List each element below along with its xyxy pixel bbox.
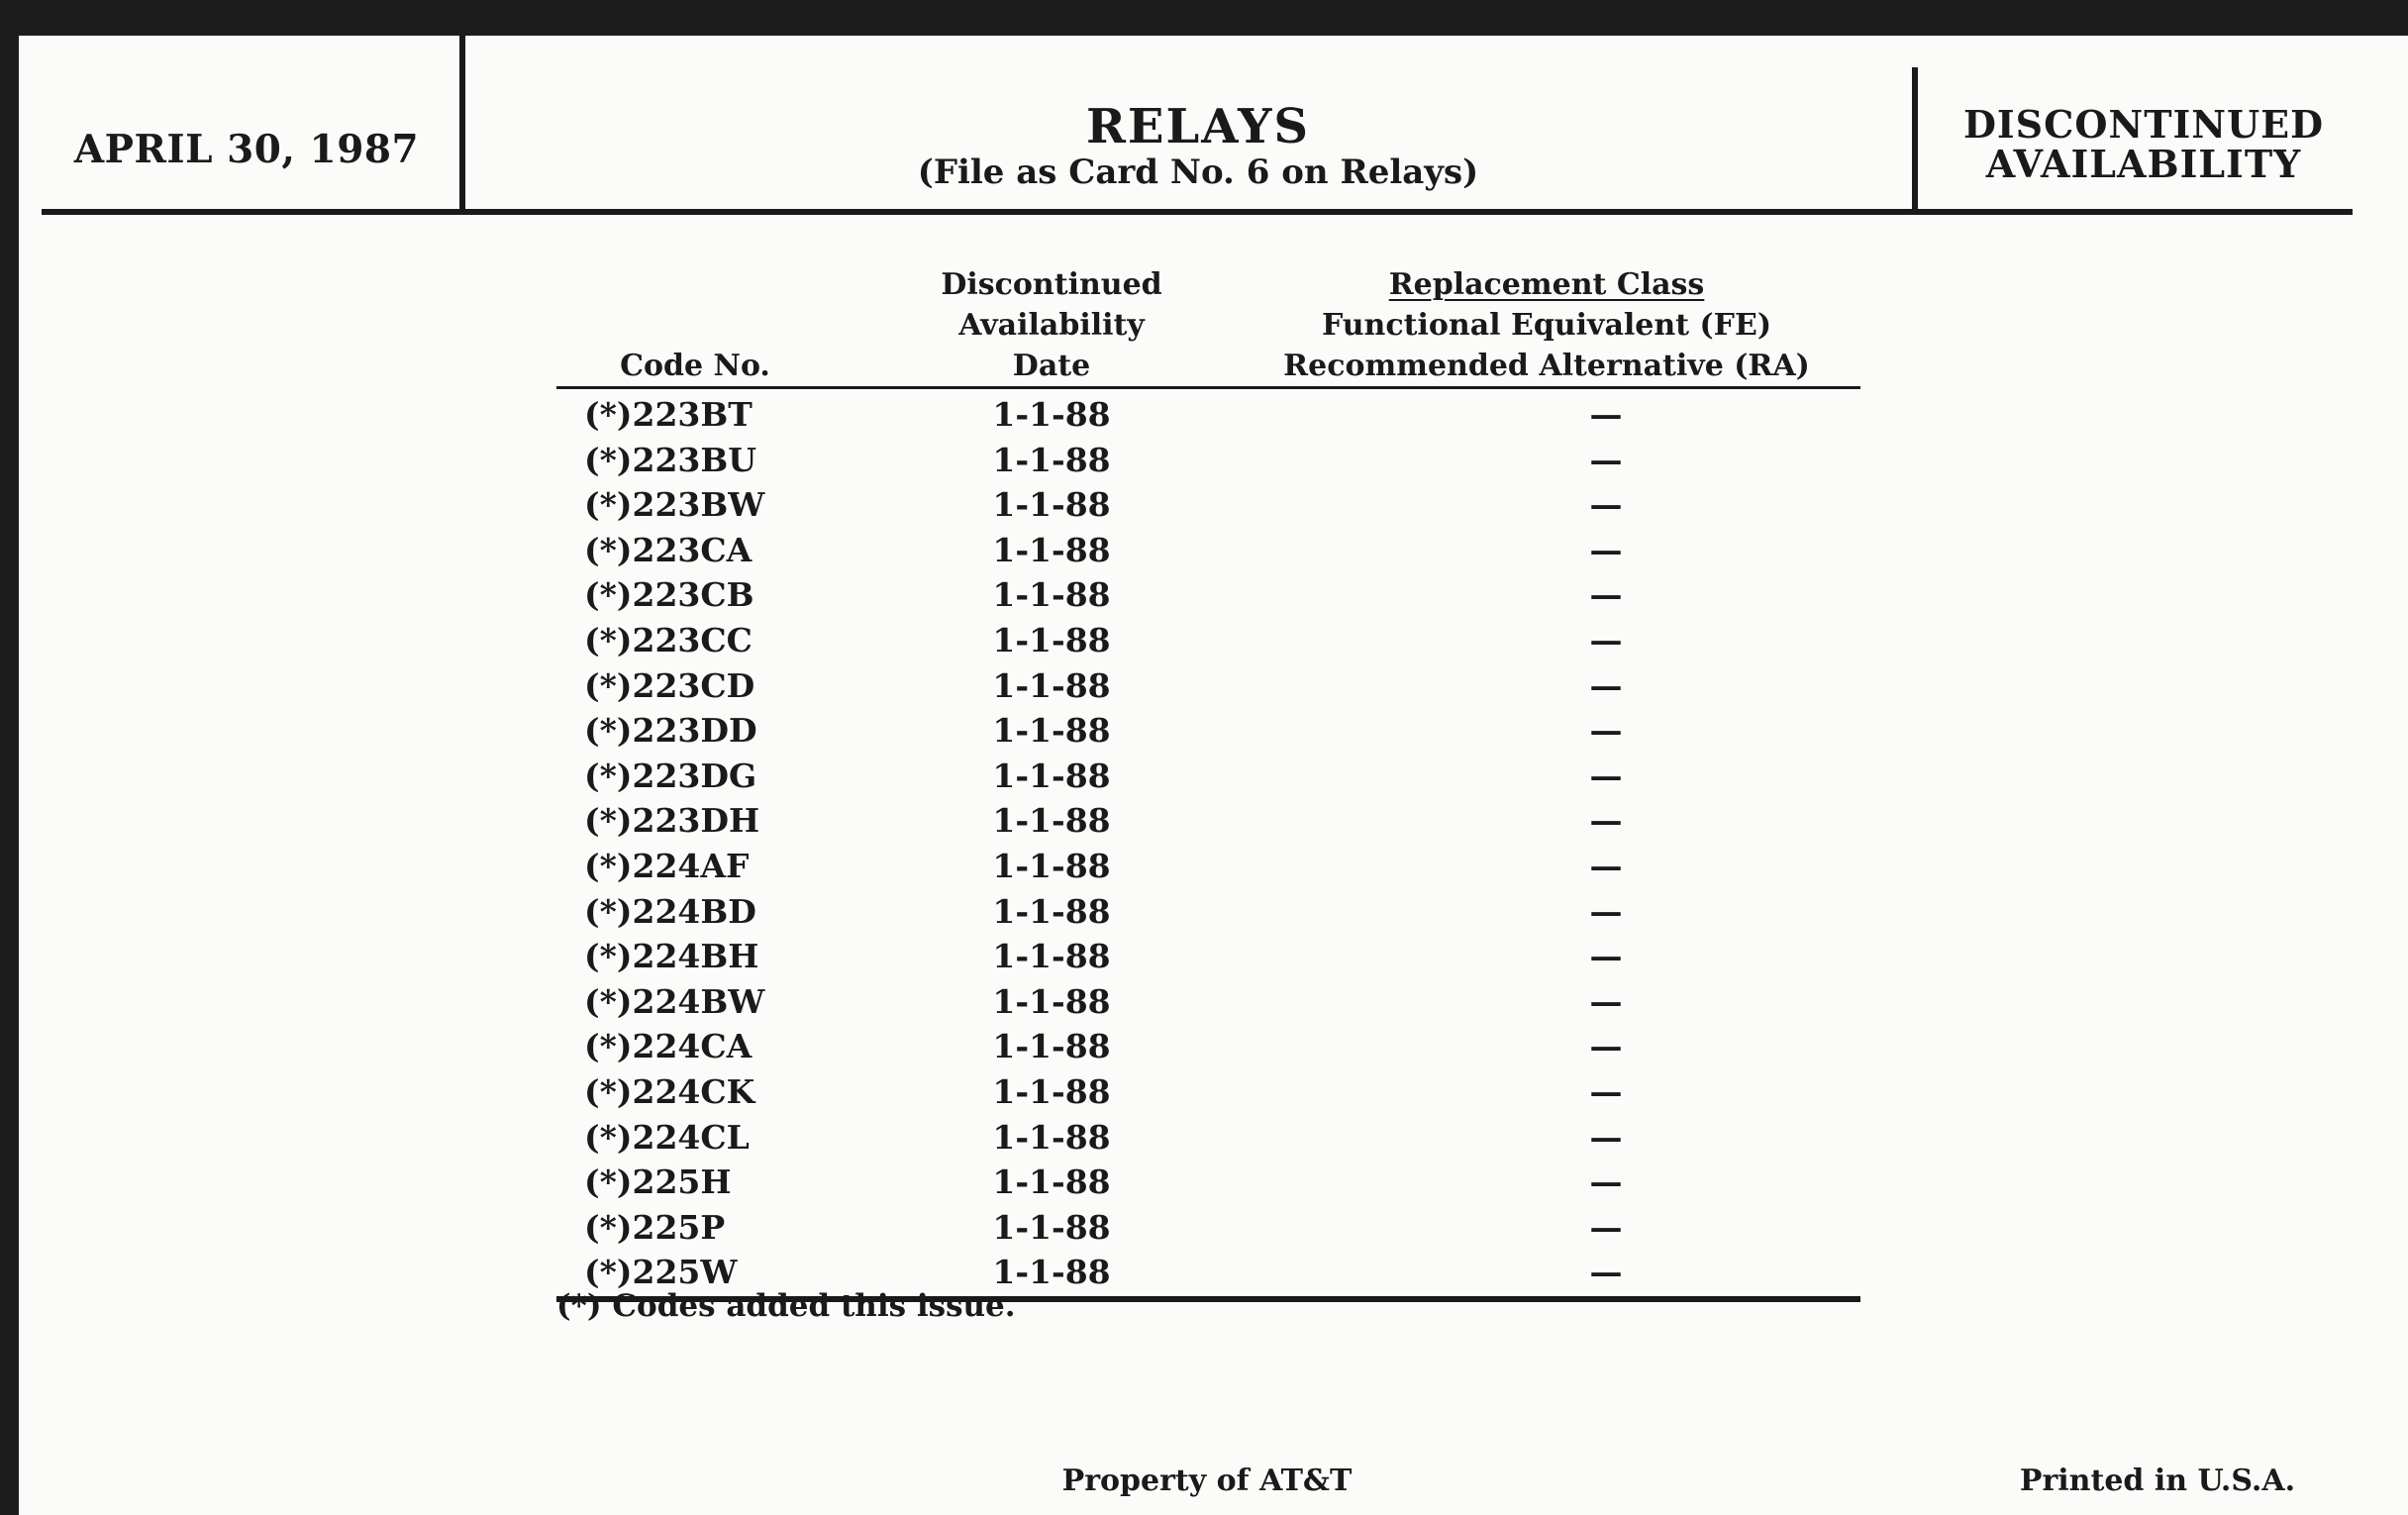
- replacement-cell: —: [1589, 665, 1623, 705]
- column-header-replacement-line-3: Recommended Alternative (RA): [1283, 349, 1810, 383]
- document-page: [19, 36, 2408, 1515]
- column-header-date-line-1: Discontinued: [941, 267, 1162, 302]
- code-cell: (*)223DG: [584, 756, 757, 795]
- replacement-cell: —: [1589, 1253, 1623, 1292]
- replacement-cell: —: [1589, 846, 1623, 885]
- date-cell: 1-1-88: [992, 756, 1111, 795]
- table-row: [556, 392, 1860, 438]
- code-cell: (*)223CA: [584, 530, 752, 569]
- column-header-code: Code No.: [620, 349, 770, 383]
- table-row: [556, 889, 1860, 935]
- table-row: [556, 1024, 1860, 1069]
- column-header-date-line-2: Availability: [958, 308, 1145, 343]
- table-row: [556, 572, 1860, 618]
- replacement-cell: —: [1589, 575, 1623, 615]
- replacement-cell: —: [1589, 1162, 1623, 1202]
- table-row: [556, 618, 1860, 663]
- replacement-cell: —: [1589, 937, 1623, 976]
- date-cell: 1-1-88: [992, 891, 1111, 931]
- code-cell: (*)223CB: [584, 575, 754, 615]
- footer-printed: Printed in U.S.A.: [2019, 1464, 2296, 1498]
- code-cell: (*)224BH: [584, 937, 759, 976]
- replacement-cell: —: [1589, 1071, 1623, 1111]
- code-cell: (*)224BD: [584, 891, 756, 931]
- column-header-date: [873, 264, 1230, 386]
- issue-date: APRIL 30, 1987: [73, 127, 420, 172]
- replacement-cell: —: [1589, 395, 1623, 434]
- code-cell: (*)224AF: [584, 846, 750, 885]
- replacement-cell: —: [1589, 530, 1623, 569]
- table-row: [556, 1115, 1860, 1161]
- date-cell: 1-1-88: [992, 711, 1111, 751]
- column-header-replacement: [1240, 264, 1854, 386]
- date-cell: 1-1-88: [992, 1253, 1111, 1292]
- date-cell: 1-1-88: [992, 665, 1111, 705]
- code-cell: (*)225H: [584, 1162, 732, 1202]
- header-divider-left: [459, 36, 465, 215]
- code-cell: (*)223BU: [584, 440, 757, 479]
- table-row: [556, 1160, 1860, 1205]
- table-row: [556, 708, 1860, 754]
- table-row: [556, 528, 1860, 573]
- table-row: [556, 482, 1860, 528]
- replacement-cell: —: [1589, 801, 1623, 841]
- page-title: RELAYS: [1085, 99, 1310, 154]
- replacement-cell: —: [1589, 485, 1623, 525]
- date-cell: 1-1-88: [992, 1071, 1111, 1111]
- footer-property: Property of AT&T: [1061, 1464, 1353, 1498]
- replacement-cell: —: [1589, 711, 1623, 751]
- date-cell: 1-1-88: [992, 440, 1111, 479]
- code-cell: (*)223DH: [584, 801, 760, 841]
- table-row: [556, 1069, 1860, 1115]
- code-cell: (*)225P: [584, 1207, 726, 1247]
- replacement-cell: —: [1589, 1207, 1623, 1247]
- header-title-block: [466, 101, 1930, 192]
- header-rule: [42, 209, 2353, 215]
- code-cell: (*)223BW: [584, 485, 765, 525]
- date-cell: 1-1-88: [992, 937, 1111, 976]
- status-line-2: AVAILABILITY: [1985, 142, 2302, 186]
- replacement-class-label: Replacement Class: [1388, 267, 1705, 302]
- table-row: [556, 754, 1860, 799]
- date-cell: 1-1-88: [992, 530, 1111, 569]
- column-header-replacement-line-1: [1240, 264, 1854, 305]
- code-cell: (*)225W: [584, 1253, 738, 1292]
- code-cell: (*)224CK: [584, 1071, 755, 1111]
- date-cell: 1-1-88: [992, 1207, 1111, 1247]
- replacement-cell: —: [1589, 756, 1623, 795]
- replacement-cell: —: [1589, 891, 1623, 931]
- code-cell: (*)223BT: [584, 395, 752, 434]
- replacement-cell: —: [1589, 1117, 1623, 1157]
- status-line-1: DISCONTINUED: [1962, 102, 2325, 147]
- code-cell: (*)223CC: [584, 620, 752, 659]
- date-cell: 1-1-88: [992, 1117, 1111, 1157]
- table-body: [556, 392, 1860, 1295]
- date-cell: 1-1-88: [992, 1027, 1111, 1066]
- replacement-cell: —: [1589, 440, 1623, 479]
- table-row: [556, 844, 1860, 889]
- code-cell: (*)224CL: [584, 1117, 750, 1157]
- date-cell: 1-1-88: [992, 485, 1111, 525]
- date-cell: 1-1-88: [992, 846, 1111, 885]
- code-cell: (*)224BW: [584, 981, 765, 1021]
- date-cell: 1-1-88: [992, 801, 1111, 841]
- page-subtitle: (File as Card No. 6 on Relays): [917, 152, 1479, 192]
- date-cell: 1-1-88: [992, 1162, 1111, 1202]
- code-cell: (*)223CD: [584, 665, 755, 705]
- replacement-cell: —: [1589, 981, 1623, 1021]
- table-header-rule: [556, 386, 1860, 389]
- column-header-replacement-line-2: Functional Equivalent (FE): [1321, 308, 1772, 343]
- code-cell: (*)224CA: [584, 1027, 752, 1066]
- replacement-cell: —: [1589, 1027, 1623, 1066]
- replacement-cell: —: [1589, 620, 1623, 659]
- footnote: (*) Codes added this issue.: [556, 1288, 1016, 1324]
- status-heading: [1932, 102, 2356, 186]
- date-cell: 1-1-88: [992, 575, 1111, 615]
- table-row: [556, 663, 1860, 709]
- date-cell: 1-1-88: [992, 620, 1111, 659]
- date-cell: 1-1-88: [992, 395, 1111, 434]
- table-row: [556, 1205, 1860, 1251]
- table-row: [556, 438, 1860, 483]
- table-row: [556, 934, 1860, 979]
- table-row: [556, 979, 1860, 1025]
- date-cell: 1-1-88: [992, 981, 1111, 1021]
- code-cell: (*)223DD: [584, 711, 757, 751]
- column-header-date-line-3: Date: [1012, 349, 1091, 383]
- table-row: [556, 798, 1860, 844]
